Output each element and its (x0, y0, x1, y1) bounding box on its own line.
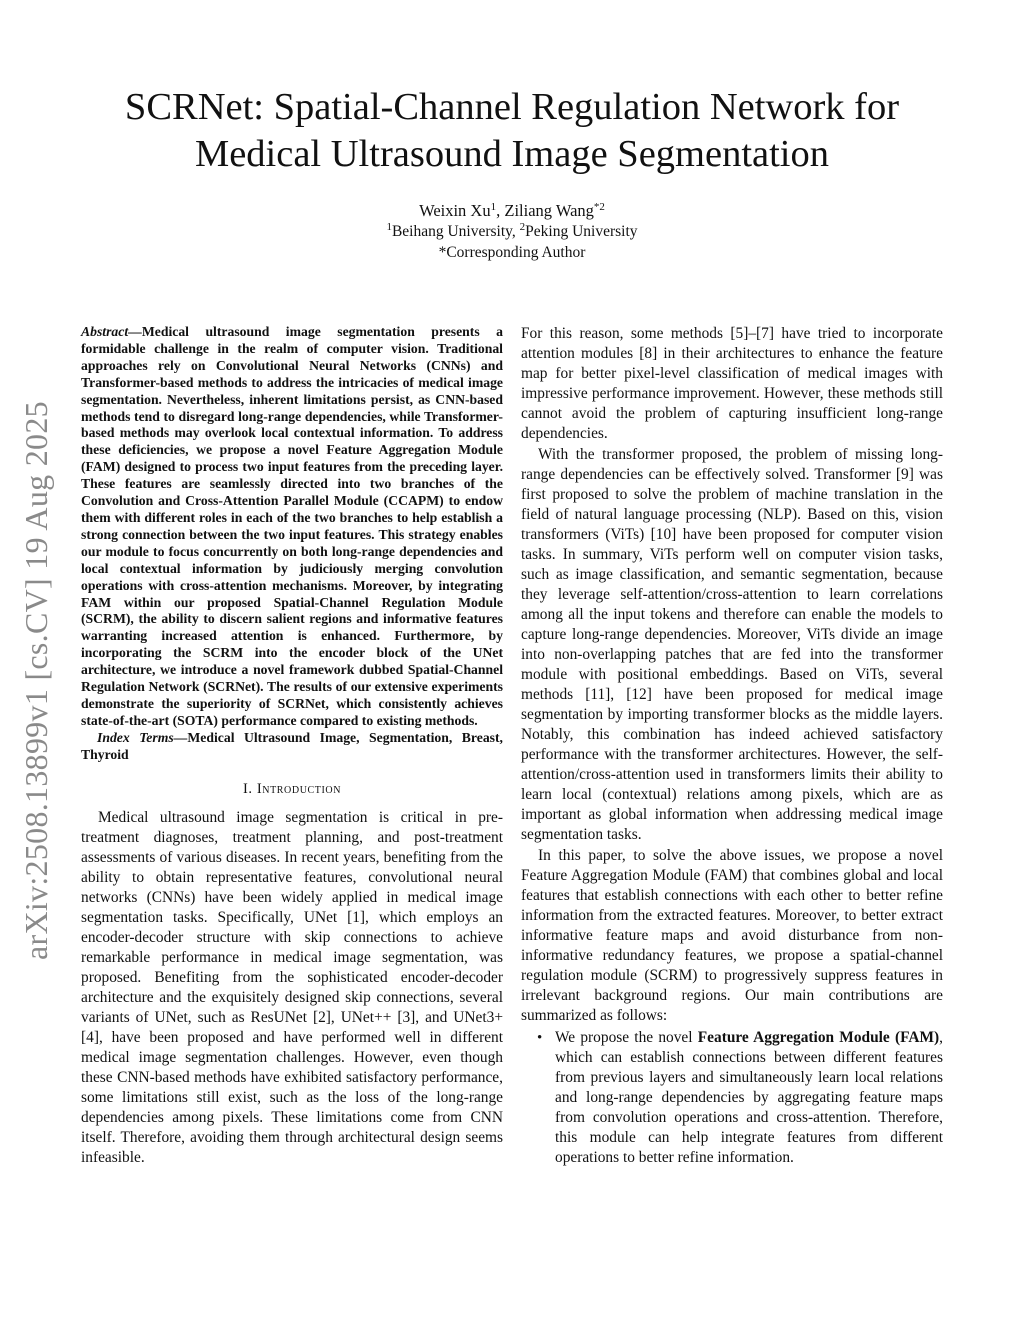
author-list (0, 200, 1024, 221)
body-paragraph: For this reason, some methods [5]–[7] have tried to incorporate attention modules [8] in their architectures to enhance the feature map for better pixel-level classification of medical images with impressive performance improvement. However, these methods still cannot avoid the problem of capturing insufficient long-range dependencies. (521, 325, 943, 442)
author-name: Ziliang Wang (504, 201, 594, 220)
title-line-1: SCRNet: Spatial-Channel Regulation Network for (124, 86, 900, 128)
author-name: Weixin Xu (419, 201, 491, 220)
affil-mark: 1 (386, 221, 392, 233)
left-column (81, 324, 503, 1168)
affiliation: Beihang University, (391, 223, 520, 240)
contrib-text-post: , which can establish connections between different features from previous layers and simultaneously learn local relations and long-range dependencies by aggregating feature maps from convolution operations and cross-attention. Therefore, this module can help integrate features from different operations to better refine information. (555, 1029, 943, 1166)
index-terms-text: Medical Ultrasound Image, Segmentation, Breast, Thyroid (81, 729, 503, 762)
body-paragraph: With the transformer proposed, the problem of missing long-range dependencies can be effectively solved. Transformer [9] was first proposed to solve the problem of machine translation in the field of natural language processing (NLP). Based on this, vision transformers (ViTs) [10] have been proposed for computer vision tasks. In summary, ViTs perform well on computer vision tasks, such as image classification, and semantic segmentation, because they leverage self-attention/cross-attention to learn correlations among all the input tokens and therefore can enable the models to capture long-range dependencies. Moreover, ViTs divide an image into non-overlapping patches that are fed into the transformer module with positional embeddings. Based on ViTs, several methods [11], [12] have been proposed for medical image segmentation by importing transformer blocks as the middle layers. Notably, this combination has indeed achieved satisfactory performance with the transformer architectures. However, the self-attention/cross-attention used in transformers limits their ability to learn local (contextual) relations among pixels, which are as important as global information when addressing medical image segmentation tasks. (521, 446, 943, 843)
contrib-bold-term: Feature Aggregation Module (FAM) (697, 1029, 940, 1046)
list-item (537, 1028, 943, 1168)
author-separator: , (496, 201, 505, 220)
bullet-icon: • (537, 1030, 543, 1046)
body-paragraph: Medical ultrasound image segmentation is critical in pre-treatment diagnoses, treatment planning, and post-treatment assessments of various diseases. In recent years, benefiting from the ability to obtain representative features, convolutional neural networks (CNNs) have been widely applied in medical image segmentation tasks. Specifically, UNet [1], which employs an encoder-decoder structure with skip connections to achieve remarkable performance in medical image segmentation, was proposed. Benefiting from the sophisticated encoder-decoder architecture and the exquisitely designed skip connections, several variants of UNet, such as ResUNet [2], UNet++ [3], and UNet3+ [4], have been proposed and have performed well in different medical image segmentation challenges. However, even though these CNN-based methods have exhibited satisfactory performance, some limitations still exist, such as the loss of the long-range dependencies among pixels. These limitations come from CNN itself. Therefore, avoiding them through architectural design seems infeasible. (81, 808, 503, 1166)
title-line-2: Medical Ultrasound Image Segmentation (194, 133, 829, 175)
author-affil-mark: *2 (593, 201, 605, 213)
right-column (521, 324, 943, 1168)
abstract-lead: Abstract— (81, 324, 142, 339)
arxiv-identifier[interactable]: arXiv:2508.13899v1 [cs.CV] 19 Aug 2025 (18, 401, 54, 960)
affiliation: Peking University (525, 223, 638, 240)
abstract (81, 324, 503, 730)
affil-mark: 2 (519, 221, 526, 233)
author-affil-mark: 1 (490, 201, 497, 213)
corresponding-author-note: *Corresponding Author (438, 244, 586, 261)
affiliations (0, 222, 1024, 242)
index-terms (81, 730, 503, 764)
section-heading-introduction: I. Introduction (242, 780, 342, 797)
body-paragraph: In this paper, to solve the above issues, we propose a novel Feature Aggregation Module (FAM) that combines global and local features that establish connections with each other to better refine information from the extracted features. Moreover, to better extract informative feature maps and avoid disturbance from non-informative redundancy features, we propose a spatial-channel regulation module (SCRM) to progressively suppress features in irrelevant background regions. Our main contributions are summarized as follows: (521, 847, 943, 1024)
abstract-text: Medical ultrasound image segmentation presents a formidable challenge in the realm of computer vision. Traditional approaches rely on Convolutional Neural Networks (CNNs) and Transformer-based methods to address the intricacies of medical image segmentation. Nevertheless, inherent limitations persist, as CNN-based methods tend to disregard long-range dependencies, while Transformer-based methods may overlook local contextual information. To address these deficiencies, we propose a novel Feature Aggregation Module (FAM) designed to process two input features from the preceding layer. These features are seamlessly directed into two branches of the Convolution and Cross-Attention Parallel Module (CCAPM) to endow them with different roles in each of the two branches to help establish a strong connection between the two input features. This strategy enables our module to focus concurrently on both long-range dependencies and local contextual information by judiciously merging convolution operations with cross-attention mechanisms. Moreover, by integrating FAM within our proposed Spatial-Channel Regulation Module (SCRM), the ability to discern salient regions and informative features warranting increased attention is enhanced. Furthermore, by incorporating the SCRM into the encoder block of the UNet architecture, we introduce a novel framework dubbed Spatial-Channel Regulation Network (SCRNet). The results of our extensive experiments demonstrate the superiority of SCRNet, which consistently achieves state-of-the-art (SOTA) performance compared to existing methods. (81, 324, 503, 728)
contrib-text-pre: We propose the novel (555, 1029, 698, 1046)
index-terms-lead: Index Terms— (97, 729, 188, 745)
contributions-list (521, 1028, 943, 1168)
paper-title (60, 84, 964, 178)
